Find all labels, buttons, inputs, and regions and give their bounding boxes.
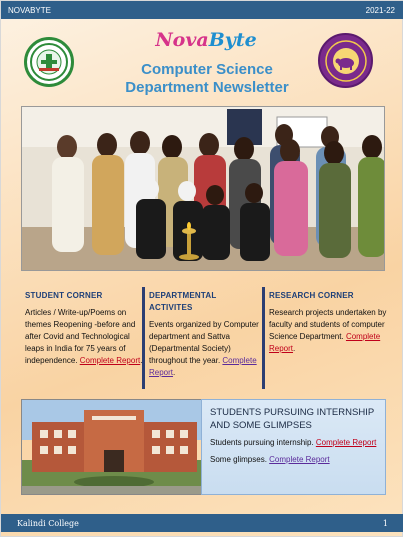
student-corner-column <box>25 290 143 367</box>
student-complete-report-link[interactable]: Complete Report <box>79 356 141 365</box>
internship-complete-report-link[interactable]: Complete Report <box>315 438 377 447</box>
departmental-complete-report-link[interactable]: Complete Report <box>149 356 257 377</box>
college-emblem-icon <box>24 37 74 87</box>
header-left-text: NOVABYTE <box>8 5 51 15</box>
student-corner-heading: STUDENT CORNER <box>25 291 103 300</box>
title-line-1: Computer Science <box>141 61 273 78</box>
header-right-text: 2021-22 <box>365 5 395 15</box>
title-line-2: Department Newsletter <box>125 79 289 96</box>
university-seal-icon <box>318 33 373 88</box>
group-photo-graphic <box>22 107 385 271</box>
departmental-activities-column <box>149 290 261 379</box>
brand-logo-text <box>141 29 271 51</box>
internship-title: STUDENTS PURSUING INTERNSHIP AND SOME GLIMPSES <box>210 407 374 431</box>
brand-part-2: Byte <box>208 29 257 51</box>
top-header-bar <box>1 1 403 19</box>
departmental-activities-heading: DEPARTMENTAL ACTIVITES <box>149 291 217 312</box>
student-corner-text: Articles / Write-up/Poems on themes Reopening -before and after Covid and Technological leaps in India for 75 years of independence. <box>25 308 136 365</box>
research-corner-text: Research projects undertaken by faculty and students of computer Science Department. <box>269 308 387 341</box>
research-complete-report-link[interactable]: Complete Report <box>269 332 381 353</box>
college-emblem-graphic <box>29 42 69 82</box>
departmental-activities-tail: . <box>173 368 176 377</box>
research-corner-heading: RESEARCH CORNER <box>269 291 354 300</box>
student-corner-tail: . <box>140 356 143 365</box>
research-corner-body <box>269 307 387 355</box>
campus-photo-graphic <box>22 400 206 495</box>
footer-page-number: 1 <box>382 518 388 528</box>
internship-line <box>210 438 379 448</box>
internship-text: Students pursuing internship. <box>210 438 314 447</box>
research-corner-column <box>269 290 387 355</box>
departmental-activities-body <box>149 319 261 379</box>
student-corner-body <box>25 307 143 367</box>
glimpses-text: Some glimpses. <box>210 455 267 464</box>
column-divider-2 <box>262 287 265 389</box>
group-photo <box>21 106 385 271</box>
university-seal-graphic <box>324 39 368 83</box>
glimpses-line <box>210 455 379 465</box>
internship-info-box <box>201 399 386 495</box>
glimpses-complete-report-link[interactable]: Complete Report <box>269 455 330 464</box>
research-corner-tail: . <box>293 344 296 353</box>
campus-photo <box>21 399 206 495</box>
departmental-activities-text: Events organized by Computer department and Sattva (Departmental Society) throughout the year. <box>149 320 259 365</box>
footer-left-text: Kalindi College <box>17 518 79 528</box>
brand-part-1: Nova <box>155 29 209 51</box>
footer-bar <box>1 514 403 532</box>
